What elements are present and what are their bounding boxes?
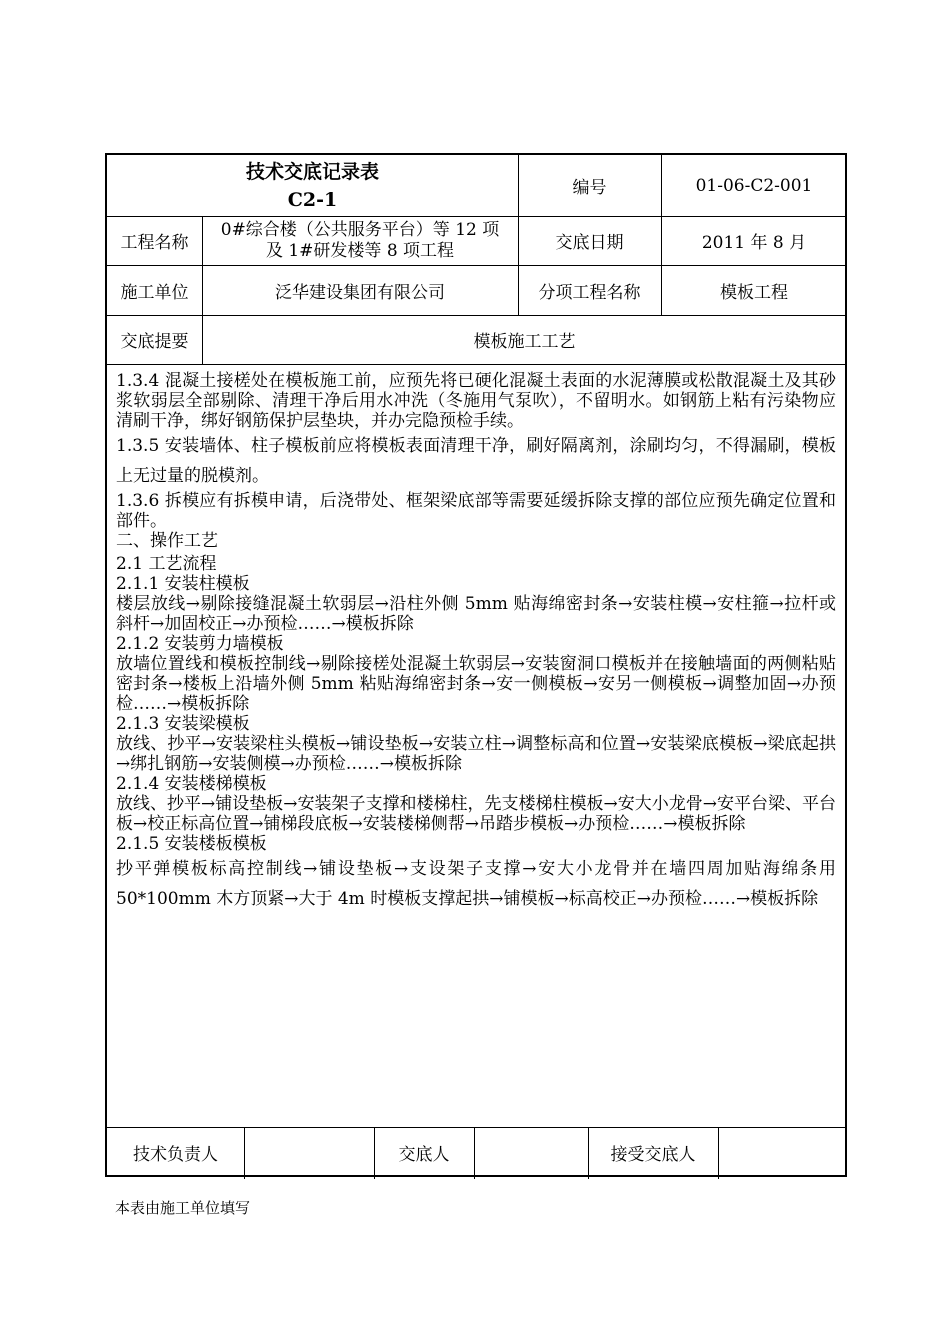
subsection-heading: 2.1.2 安装剪力墙模板 [116, 634, 284, 654]
project-name-label: 工程名称 [120, 233, 189, 253]
section-heading: 二、操作工艺 [116, 531, 218, 551]
receiver-signature-field[interactable] [718, 1127, 847, 1177]
form-note: 本表由施工单位填写 [115, 1199, 251, 1217]
date-value: 2011 年 8 月 [701, 233, 807, 253]
receiver-label: 接受交底人 [610, 1144, 696, 1165]
number-value: 01-06-C2-001 [695, 175, 813, 196]
paragraph: 1.3.4 混凝土接槎处在模板施工前，应预先将已硬化混凝土表面的水泥薄膜或松散混凝土及其砂浆软弱层全部剔除、清理干净后用水冲洗（冬施用气泵吹），不留明水。如钢筋上粘有污染物应清刷干净，绑好钢筋保护层垫块，并办完隐预检手续。 [116, 371, 836, 431]
number-label: 编号 [572, 178, 607, 198]
date-label: 交底日期 [555, 233, 624, 253]
disclosure-content [107, 365, 845, 1127]
project-name-line2: 及 1#研发楼等 8 项工程 [265, 240, 455, 261]
subsection-heading: 2.1.1 安装柱模板 [116, 574, 250, 594]
subitem-value: 模板工程 [720, 282, 788, 303]
subsection-heading: 2.1.5 安装楼板模板 [116, 834, 267, 854]
paragraph: 楼层放线→剔除接缝混凝土软弱层→沿柱外侧 5mm 贴海绵密封条→安装柱模→安柱箍→拉杆或斜杆→加固校正→办预检……→模板拆除 [116, 594, 836, 634]
paragraph: 放线、抄平→安装梁柱头模板→铺设垫板→安装立柱→调整标高和位置→安装梁底模板→梁底起拱→绑扎钢筋→安装侧模→办预检……→模板拆除 [116, 734, 836, 774]
subsection-heading: 2.1.3 安装梁模板 [116, 714, 250, 734]
paragraph: 抄平弹模板标高控制线→铺设垫板→支设架子支撑→安大小龙骨并在墙四周加贴海绵条用 50*100mm 木方顶紧→大于 4m 时模板支撑起拱→铺模板→标高校正→办预检……→模板拆除 [116, 859, 836, 909]
tech-lead-signature-field[interactable] [244, 1127, 374, 1177]
form-code: C2-1 [287, 188, 338, 211]
presenter-label: 交底人 [398, 1144, 450, 1165]
subsection-heading: 2.1 工艺流程 [116, 554, 217, 574]
project-name-line1: 0#综合楼（公共服务平台）等 12 项 [220, 219, 500, 240]
form-title: 技术交底记录表 [245, 160, 379, 183]
subitem-label: 分项工程名称 [538, 282, 641, 303]
form-title-cell [107, 155, 518, 216]
paragraph: 放墙位置线和模板控制线→剔除接槎处混凝土软弱层→安装窗洞口模板并在接触墙面的两侧粘贴密封条→楼板上沿墙外侧 5mm 粘贴海绵密封条→安一侧模板→安另一侧模板→调整加固→办预检……→模板拆除 [116, 654, 836, 714]
contractor-label: 施工单位 [120, 282, 189, 303]
project-name-value [202, 216, 518, 265]
presenter-signature-field[interactable] [474, 1127, 588, 1177]
summary-label: 交底提要 [120, 332, 189, 352]
disclosure-record-table [105, 153, 847, 1177]
paragraph: 1.3.5 安装墙体、柱子模板前应将模板表面清理干净，刷好隔离剂，涂刷均匀，不得漏刷，模板上无过量的脱模剂。 [116, 436, 836, 486]
contractor-value: 泛华建设集团有限公司 [275, 282, 445, 303]
tech-lead-label: 技术负责人 [133, 1144, 218, 1165]
paragraph: 1.3.6 拆模应有拆模申请，后浇带处、框架梁底部等需要延缓拆除支撑的部位应预先确定位置和部件。 [116, 491, 836, 531]
subsection-heading: 2.1.4 安装楼梯模板 [116, 774, 267, 794]
paragraph: 放线、抄平→铺设垫板→安装架子支撑和楼梯柱，先支楼梯柱模板→安大小龙骨→安平台梁、平台板→校正标高位置→铺梯段底板→安装楼梯侧帮→吊踏步模板→办预检……→模板拆除 [116, 794, 836, 834]
summary-value: 模板施工工艺 [473, 332, 576, 352]
